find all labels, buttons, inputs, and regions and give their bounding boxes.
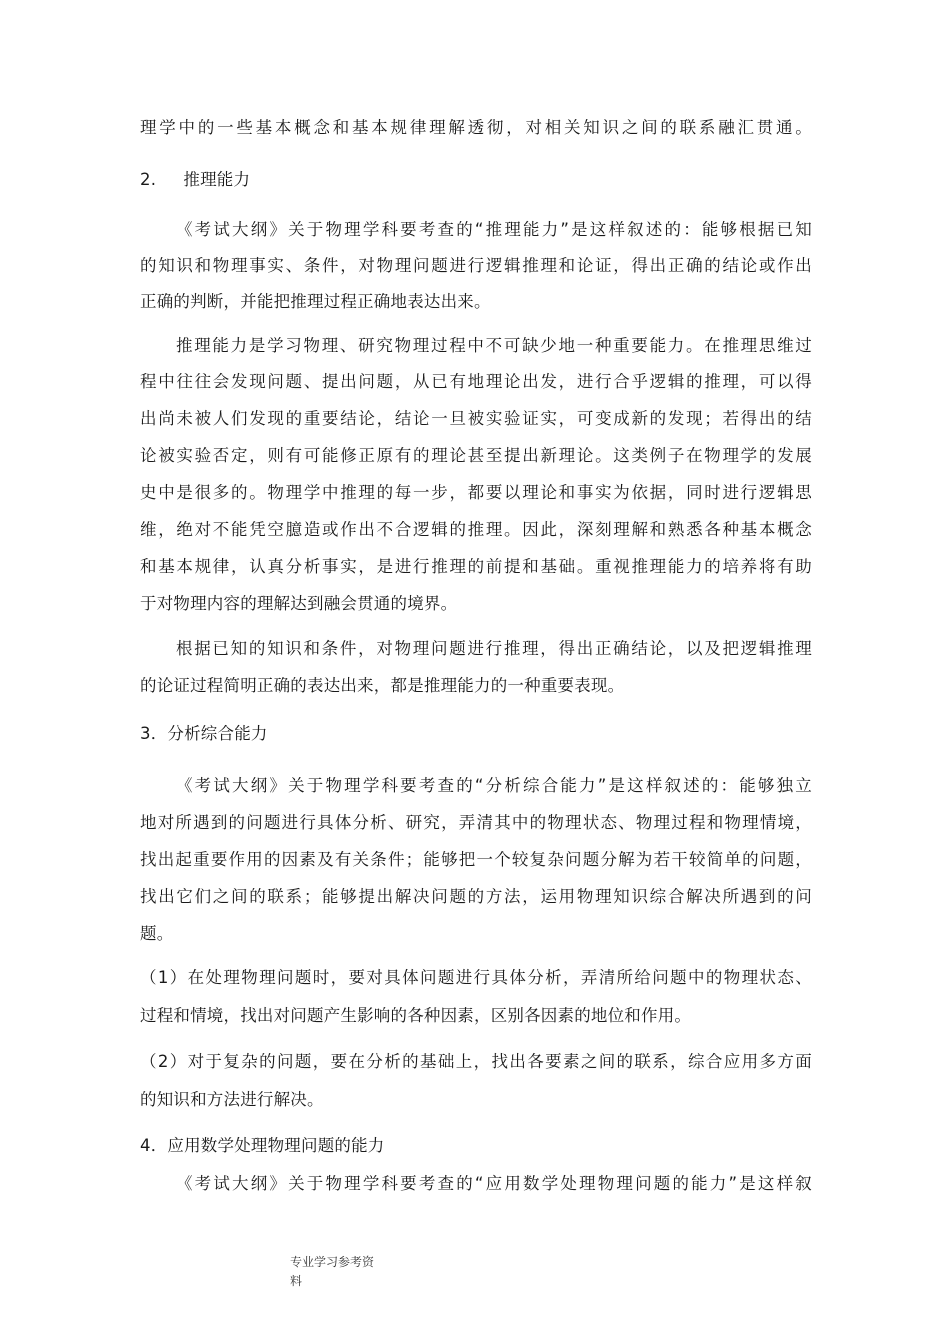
paragraph-line: 的论证过程简明正确的表达出来，都是推理能力的一种重要表现。 — [140, 676, 625, 695]
paragraph-line: 论被实验否定，则有可能修正原有的理论甚至提出新理论。这类例子在物理学的发展 — [140, 446, 812, 465]
paragraph-line: 的知识和方法进行解决。 — [140, 1090, 324, 1109]
paragraph-line: 找出它们之间的联系；能够提出解决问题的方法，运用物理知识综合解决所遇到的问 — [140, 887, 812, 906]
section-heading-2: 2. 推理能力 — [140, 170, 251, 189]
paragraph-line: 《考试大纲》关于物理学科要考查的“推理能力”是这样叙述的：能够根据已知 — [176, 220, 812, 239]
paragraph-line: 和基本规律，认真分析事实，是进行推理的前提和基础。重视推理能力的培养将有助 — [140, 557, 812, 576]
footer-text: 专业学习参考资 — [290, 1255, 375, 1269]
paragraph-line: 的知识和物理事实、条件，对物理问题进行逻辑推理和论证，得出正确的结论或作出 — [140, 256, 812, 275]
list-item-1: （1）在处理物理问题时，要对具体问题进行具体分析，弄清所给问题中的物理状态、 — [140, 968, 812, 987]
paragraph-line: 地对所遇到的问题进行具体分析、研究，弄清其中的物理状态、物理过程和物理情境， — [140, 813, 812, 832]
paragraph-line: 史中是很多的。物理学中推理的每一步，都要以理论和事实为依据，同时进行逻辑思 — [140, 483, 812, 502]
paragraph-line: 理学中的一些基本概念和基本规律理解透彻，对相关知识之间的联系融汇贯通。 — [140, 118, 812, 137]
paragraph-line: 找出起重要作用的因素及有关条件；能够把一个较复杂问题分解为若干较简单的问题， — [140, 850, 812, 869]
paragraph-line: 于对物理内容的理解达到融会贯通的境界。 — [140, 594, 458, 613]
paragraph-line: 正确的判断，并能把推理过程正确地表达出来。 — [140, 292, 491, 311]
paragraph-line: 维，绝对不能凭空臆造或作出不合逻辑的推理。因此，深刻理解和熟悉各种基本概念 — [140, 520, 812, 539]
paragraph-line: 程中往往会发现问题、提出问题，从已有地理论出发，进行合乎逻辑的推理，可以得 — [140, 372, 812, 391]
paragraph-line: 《考试大纲》关于物理学科要考查的“应用数学处理物理问题的能力”是这样叙 — [176, 1174, 812, 1193]
paragraph-line: 根据已知的知识和条件，对物理问题进行推理，得出正确结论，以及把逻辑推理 — [176, 639, 812, 658]
paragraph-line: 推理能力是学习物理、研究物理过程中不可缺少地一种重要能力。在推理思维过 — [176, 336, 812, 355]
section-heading-3: 3．分析综合能力 — [140, 724, 268, 743]
paragraph-line: 出尚未被人们发现的重要结论，结论一旦被实验证实，可变成新的发现；若得出的结 — [140, 409, 812, 428]
paragraph-line: 题。 — [140, 924, 174, 943]
list-item-2: （2）对于复杂的问题，要在分析的基础上，找出各要素之间的联系，综合应用多方面 — [140, 1052, 812, 1071]
footer-text: 料 — [290, 1274, 303, 1288]
paragraph-line: 过程和情境，找出对问题产生影响的各种因素，区别各因素的地位和作用。 — [140, 1006, 692, 1025]
section-heading-4: 4．应用数学处理物理问题的能力 — [140, 1136, 385, 1155]
paragraph-line: 《考试大纲》关于物理学科要考查的“分析综合能力”是这样叙述的：能够独立 — [176, 776, 812, 795]
